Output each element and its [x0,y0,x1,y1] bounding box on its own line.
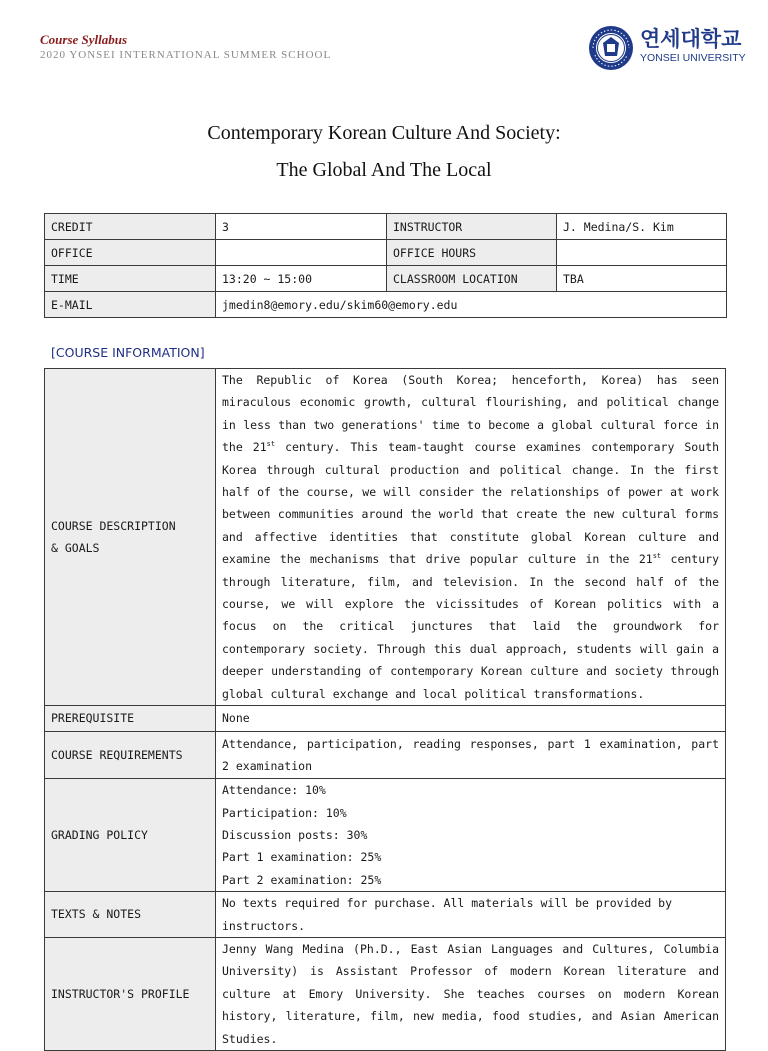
requirements-value: Attendance, participation, reading responses, part 1 examination, part 2 examination [216,732,726,779]
logo-korean-text: 연세대학교 [640,27,742,51]
table-row [45,937,726,1050]
requirements-label: COURSE REQUIREMENTS [45,732,216,779]
grading-item: Participation: 10% [222,805,347,820]
classroom-value: TBA [557,266,727,292]
profile-label: INSTRUCTOR'S PROFILE [45,937,216,1050]
texts-label: TEXTS & NOTES [45,892,216,938]
description-text-3: century through literature, film, and television. In the second half of the course, we will explore the vicissitudes of Korean politics with a focus on the critical junctures that laid the groundwork for contemporary society. Through this dual approach, students will gain a deeper understanding of contemporary Korean culture and society through global cultural exchange and local political transformations. [222,552,719,701]
profile-value: Jenny Wang Medina (Ph.D., East Asian Languages and Cultures, Columbia University) is Assistant Professor of modern Korean literature and culture at Emory University. She teaches courses on modern Korean history, literature, film, new media, food studies, and Asian American Studies. [216,937,726,1050]
course-details-table [44,368,726,1051]
table-row [45,706,726,732]
credit-label: CREDIT [45,214,216,240]
office-hours-label: OFFICE HOURS [387,240,557,266]
header-subtitle: 2020 YONSEI INTERNATIONAL SUMMER SCHOOL [40,49,332,61]
description-text-1: The Republic of Korea (South Korea; henceforth, Korea) has seen miraculous economic growth, cultural flourishing, and political change in less than two generations' time to become a global cultural force in the 21 [222,373,719,455]
texts-value: No texts required for purchase. All materials will be provided by instructors. [216,892,726,938]
table-row [45,240,727,266]
description-sup-1: st [266,440,276,449]
page-header [40,32,331,62]
time-label: TIME [45,266,216,292]
description-label-line-2: & GOALS [51,541,100,556]
table-row [45,292,727,318]
grading-item: Discussion posts: 30% [222,827,368,842]
grading-item: Part 1 examination: 25% [222,850,382,865]
description-sup-2: st [652,552,662,561]
logo-english-text: YONSEI UNIVERSITY [640,52,746,64]
header-title: Course Syllabus [40,32,128,47]
time-value: 13:20 ~ 15:00 [216,266,387,292]
email-label: E-MAIL [45,292,216,318]
office-value [216,240,387,266]
section-heading: [COURSE INFORMATION] [51,345,205,360]
prerequisite-value: None [216,706,726,732]
prerequisite-label: PREREQUISITE [45,706,216,732]
description-label [45,369,216,706]
table-row [45,892,726,938]
grading-value [216,779,726,892]
table-row [45,214,727,240]
table-row [45,779,726,892]
instructor-value: J. Medina/S. Kim [557,214,727,240]
table-row [45,369,726,706]
description-label-line-1: COURSE DESCRIPTION [51,518,176,533]
table-row [45,732,726,779]
classroom-label: CLASSROOM LOCATION [387,266,557,292]
course-info-table [44,213,727,318]
description-value [216,369,726,706]
email-value: jmedin8@emory.edu/skim60@emory.edu [216,292,727,318]
office-hours-value [557,240,727,266]
instructor-label: INSTRUCTOR [387,214,557,240]
university-seal-icon [588,25,634,71]
grading-item: Part 2 examination: 25% [222,872,382,887]
university-logo [588,25,746,73]
office-label: OFFICE [45,240,216,266]
course-title-line-1: Contemporary Korean Culture And Society: [207,122,561,144]
description-text-2: century. This team-taught course examines contemporary South Korea through cultural production and political change. In the first half of the course, we will consider the relationships of power at work between communities around the world that create the new cultural forms and affective identities that constitute global Korean culture and examine the mechanisms that drive popular culture in the 21 [222,440,720,567]
credit-value: 3 [216,214,387,240]
course-title-line-2: The Global And The Local [276,159,492,181]
grading-item: Attendance: 10% [222,783,326,798]
grading-label: GRADING POLICY [45,779,216,892]
table-row [45,266,727,292]
